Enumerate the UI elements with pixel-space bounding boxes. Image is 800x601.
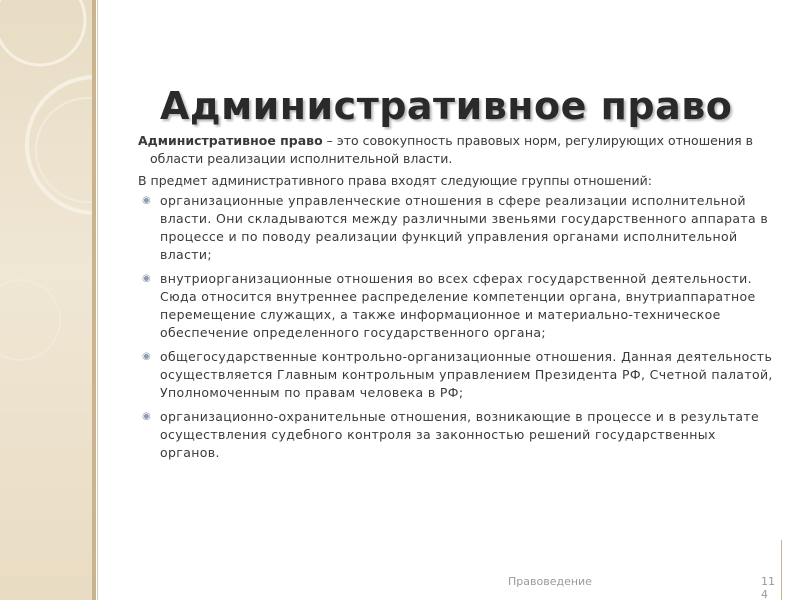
decorative-side-panel [0, 0, 92, 600]
bullet-icon: ◉ [142, 351, 152, 362]
list-item-text: общегосударственные контрольно-организационные отношения. Данная деятельность осуществляется Главным контрольным управлением Президента РФ, Счетной палатой, Уполномоченным по правам человека в РФ; [160, 349, 773, 400]
definition-text: – это совокупность правовых норм, регулирующих отношения в области реализации исполнительной власти. [150, 133, 753, 166]
decorative-circles [0, 0, 92, 600]
definition-paragraph [138, 132, 778, 168]
list-item [138, 192, 778, 264]
bullet-icon: ◉ [142, 195, 152, 206]
list-item-text: организационно-охранительные отношения, возникающие в процессе и в результате осуществления судебного контроля за законностью решений государственных органов. [160, 409, 760, 460]
list-item [138, 408, 778, 462]
page-number: 114 [761, 575, 775, 601]
bullet-icon: ◉ [142, 273, 152, 284]
footer-label: Правоведение [508, 575, 592, 588]
list-item-text: организационные управленческие отношения в сфере реализации исполнительной власти. Они складываются между различными звеньями государственного аппарата в процессе и по поводу реализации функций управления органами исполнительной власти; [160, 193, 769, 262]
subject-intro: В предмет административного права входят следующие группы отношений: [138, 173, 652, 188]
list-item-text: внутриорганизационные отношения во всех сферах государственной деятельности. Сюда относится внутреннее распределение компетенции органа, внутриаппаратное перемещение служащих, а также информационное и материально-техническое обеспечение определенного государственного органа; [160, 271, 756, 340]
accent-thin-line [97, 0, 98, 600]
list-item [138, 348, 778, 402]
accent-vertical-line [92, 0, 96, 600]
bullet-icon: ◉ [142, 411, 152, 422]
list-item [138, 270, 778, 342]
footer-divider [781, 540, 782, 600]
relations-list [138, 192, 778, 462]
slide-title: Административное право [160, 84, 733, 128]
slide-content [138, 132, 778, 468]
definition-term: Административное право [138, 133, 323, 148]
